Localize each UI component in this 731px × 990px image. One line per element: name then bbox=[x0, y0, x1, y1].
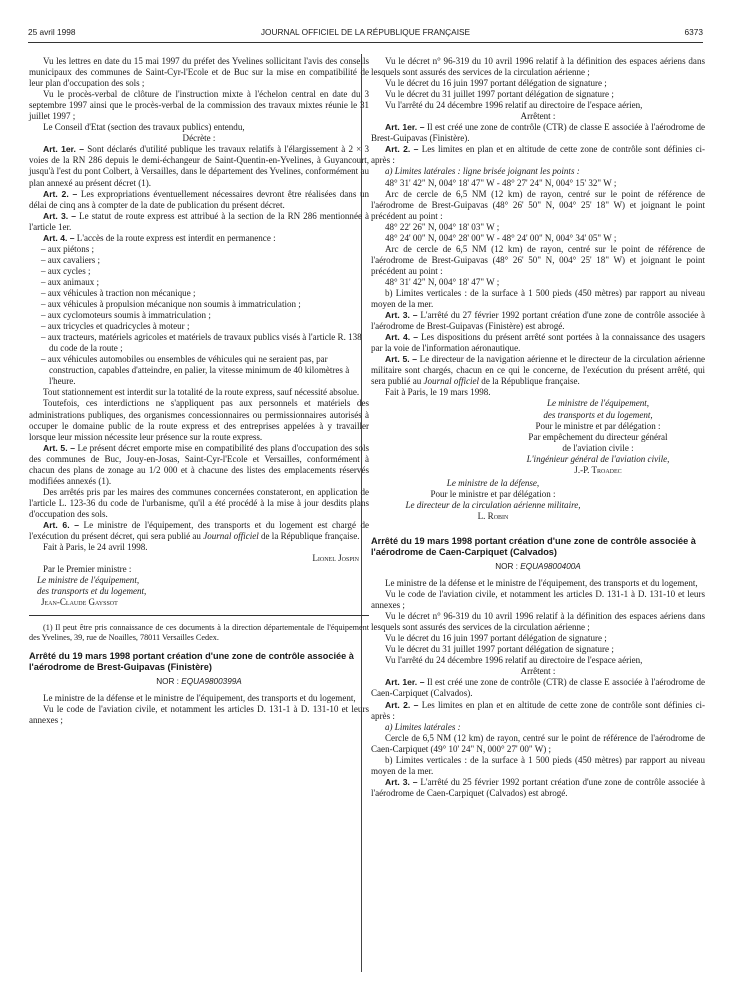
article-text: Il est créé une zone de contrôle (CTR) de classe E associée à l'aérodrome de Brest-Guipavas (Finistère). bbox=[371, 122, 705, 144]
header-date: 25 avril 1998 bbox=[28, 27, 76, 37]
list-item: – aux cavaliers ; bbox=[41, 254, 101, 265]
article-text: L'arrêté du 25 février 1992 portant création d'une zone de contrôle associée à l'aérodrome de Caen-Carpiquet (Calvados) est abrogé. bbox=[371, 776, 705, 798]
article-6 bbox=[29, 520, 369, 542]
par-premier-ministre: Par le Premier ministre : bbox=[43, 564, 132, 575]
signature-line: L'ingénieur général de l'aviation civile, bbox=[526, 453, 670, 464]
caen-visa-juin: Vu le décret du 16 juin 1997 portant délégation de signature ; bbox=[385, 633, 607, 644]
visa-proces-verbal: Vu le procès-verbal de clôture de l'instruction mixte à l'échelon central en date du 3 septembre 1997 ainsi que le procès-verbal de la commission des travaux mixtes réunie le 31 juillet 1997 ; bbox=[29, 89, 369, 122]
article-1 bbox=[371, 677, 705, 699]
article-4 bbox=[371, 332, 705, 354]
visa-decret-96-319: Vu le décret n° 96-319 du 10 avril 1996 relatif à la définition des espaces aériens dans lesquels sont assurés des services de la circulation aérienne ; bbox=[371, 56, 705, 78]
article-1 bbox=[371, 122, 705, 144]
article-label: Art. 1er. – bbox=[43, 144, 85, 155]
caen-visa-code: Vu le code de l'aviation civile, et notamment les articles D. 131-1 à D. 131-10 et leurs annexes ; bbox=[371, 589, 705, 611]
paragraph-stationnement: Tout stationnement est interdit sur la totalité de la route express, sauf nécessité absolue. bbox=[43, 387, 360, 398]
article-text: L'accès de la route express est interdit en permanence : bbox=[76, 232, 276, 243]
nor-label: NOR : bbox=[495, 561, 521, 571]
article-3 bbox=[29, 211, 369, 233]
visa-decret-juillet: Vu le décret du 31 juillet 1997 portant délégation de signature ; bbox=[385, 89, 614, 100]
signature-block-defense bbox=[371, 478, 705, 522]
ministre-line-1: Le ministre de l'équipement, bbox=[37, 575, 140, 586]
list-item: – aux cycles ; bbox=[41, 265, 91, 276]
article-5 bbox=[371, 354, 705, 387]
article-label: Art. 4. – bbox=[43, 232, 75, 243]
signature-gayssot: Jean-Claude Gayssot bbox=[41, 597, 118, 608]
limites-verticales: b) Limites verticales : de la surface à 1 500 pieds (450 mètres) par rapport au niveau moyen de la mer. bbox=[371, 287, 705, 310]
article-1 bbox=[29, 144, 369, 188]
paragraph-arretes: Des arrêtés pris par les maires des communes concernées constateront, en application de l'article L. 123-36 du code de l'urbanisme, qu'il a été procédé à la mise à jour desdits plans d'occupation des sols. bbox=[29, 486, 369, 519]
decrete-heading: Décrète : bbox=[182, 133, 216, 144]
article-label: Art. 6. – bbox=[43, 519, 80, 530]
nor-code: EQUA9800399A bbox=[181, 677, 242, 687]
list-item: – aux véhicules automobiles ou ensembles de véhicules qui ne seraient pas, par construction, capables d'atteindre, en palier, la vitesse minimum de 40 kilomètres à l'heure. bbox=[41, 354, 350, 387]
signature-premier-ministre: Lionel Jospin bbox=[312, 553, 359, 564]
article-text: Les expropriations éventuellement nécessaires devront être réalisées dans un délai de cinq ans à compter de la date de publication du présent décret. bbox=[29, 188, 369, 210]
limites-laterales: a) Limites latérales : ligne brisée joignant les points : bbox=[385, 166, 580, 177]
signature-block-equipement bbox=[371, 398, 705, 475]
arretent-heading: Arrêtent : bbox=[520, 666, 556, 677]
article-text: Les dispositions du présent arrêté sont portées à la connaissance des usagers par la voie de l'information aéronautique. bbox=[371, 332, 706, 354]
signature-line: Pour le ministre et par délégation : bbox=[535, 420, 661, 431]
caen-visa-juillet: Vu le décret du 31 juillet 1997 portant délégation de signature ; bbox=[385, 644, 614, 655]
nor-code: EQUA9800400A bbox=[520, 561, 581, 571]
arrete-title-brest: Arrêté du 19 mars 1998 portant création d'une zone de contrôle associée à l'aérodrome de Brest-Guipavas (Finistère) bbox=[29, 651, 354, 673]
signature-line: de l'aviation civile : bbox=[562, 442, 634, 453]
brest-visa-code: Vu le code de l'aviation civile, et notamment les articles D. 131-1 à D. 131-10 et leurs annexes ; bbox=[29, 704, 369, 726]
footnote: (1) Il peut être pris connaissance de ces documents à la direction départementale de l'équipement des Yvelines, 39, rue de Noailles, 78011 Versailles Cedex. bbox=[29, 623, 369, 643]
visa-lettres: Vu les lettres en date du 15 mai 1997 du préfet des Yvelines sollicitant l'avis des conseils municipaux des communes de Saint-Cyr-l'Ecole et de Buc sur la mise en compatibilité de leur plan d'occupation des sols ; bbox=[29, 56, 369, 89]
visa-conseil-etat: Le Conseil d'Etat (section des travaux publics) entendu, bbox=[43, 122, 245, 133]
list-item: – aux véhicules à traction non mécanique ; bbox=[41, 287, 196, 298]
nor-reference bbox=[371, 561, 705, 572]
visa-decret-juin: Vu le décret du 16 juin 1997 portant délégation de signature ; bbox=[385, 78, 607, 89]
list-item: – aux tricycles et quadricycles à moteur ; bbox=[41, 321, 190, 332]
article-text: Le ministre de l'équipement, des transports et du logement est chargé de l'exécution du présent décret, qui sera publié au bbox=[29, 519, 370, 542]
article-text: de la République française. bbox=[258, 531, 360, 542]
article-4 bbox=[29, 233, 369, 244]
paragraph-toutefois: Toutefois, ces interdictions ne s'appliquent pas aux personnels et matériels des administrations publiques, des organismes concessionnaires ou permissionnaires autorisés à occuper le domaine public de la route express et des entreprises appelées à y travailler lorsque leur mission nécessite leur présence sur la route express. bbox=[29, 398, 369, 442]
fait-a-paris: Fait à Paris, le 19 mars 1998. bbox=[385, 387, 491, 398]
article-text: de la République française. bbox=[479, 376, 580, 387]
list-item: – aux cyclomoteurs soumis à immatriculation ; bbox=[41, 310, 211, 321]
signature-name: L. Robin bbox=[477, 510, 509, 521]
article-label: Art. 1er. – bbox=[385, 677, 425, 688]
signature-line: Le directeur de la circulation aérienne militaire, bbox=[405, 499, 581, 510]
page-header bbox=[28, 27, 703, 43]
right-column bbox=[371, 56, 705, 799]
article-text: L'arrêté du 27 février 1992 portant création d'une zone de contrôle associée à l'aérodrome de Brest-Guipavas (Finistère) est abrogé. bbox=[371, 310, 705, 332]
article-text: Les limites en plan et en altitude de cette zone de contrôle sont définies ci-après : bbox=[371, 144, 705, 166]
coordinate-line: 48° 24' 00" N, 004° 28' 00" W - 48° 24' 00" N, 004° 34' 05" W ; bbox=[385, 232, 617, 243]
arc-description: Arc de cercle de 6,5 NM (12 km) de rayon, centré sur le point de référence de l'aérodrome de Brest-Guipavas (48° 26' 50" N, 004° 25' 18" W) et joignant le point précédent au point : bbox=[371, 243, 705, 276]
article-label: Art. 2. – bbox=[385, 699, 419, 710]
signature-line: Par empêchement du directeur général bbox=[528, 431, 668, 442]
cercle-description: Cercle de 6,5 NM (12 km) de rayon, centré sur le point de référence de l'aérodrome de Caen-Carpiquet (49° 10' 24" N, 000° 27' 00" W) ; bbox=[371, 732, 705, 754]
article-label: Art. 1er. – bbox=[385, 122, 425, 133]
article-3 bbox=[371, 310, 705, 332]
article-label: Art. 5. – bbox=[385, 354, 418, 365]
article-2 bbox=[371, 700, 705, 722]
header-page-number: 6373 bbox=[684, 27, 703, 37]
signature-line: Le ministre de la défense, bbox=[446, 477, 540, 488]
arc-description: Arc de cercle de 6,5 NM (12 km) de rayon, centré sur le point de référence de l'aérodrome de Brest-Guipavas (48° 26' 50" N, 004° 25' 18" W) et joignant le point précédent au point : bbox=[371, 188, 705, 221]
coordinate-line: 48° 22' 26" N, 004° 18' 03" W ; bbox=[385, 221, 500, 232]
signature-name: J.-P. Troadec bbox=[574, 464, 622, 475]
article-text: Le directeur de la navigation aérienne et le directeur de la circulation aérienne militaire sont chargés, chacun en ce qui le concerne, de l'exécution du présent arrêté, qui sera publié au bbox=[371, 354, 705, 387]
article-text: Les limites en plan et en altitude de cette zone de contrôle sont définies ci-après : bbox=[371, 699, 705, 721]
caen-visa-arrete: Vu l'arrêté du 24 décembre 1996 relatif au directoire de l'espace aérien, bbox=[385, 655, 643, 666]
limites-verticales: b) Limites verticales : de la surface à 1 500 pieds (450 mètres) par rapport au niveau moyen de la mer. bbox=[371, 754, 705, 776]
list-item: – aux piétons ; bbox=[41, 243, 95, 254]
article-label: Art. 3. – bbox=[385, 776, 418, 787]
article-text: Il est créé une zone de contrôle (CTR) de classe E associée à l'aérodrome de Caen-Carpiquet (Calvados). bbox=[371, 677, 705, 699]
coordinate-line: 48° 31' 42" N, 004° 18' 47" W ; bbox=[385, 276, 500, 287]
journal-officiel-ref: Journal officiel bbox=[423, 376, 480, 387]
footnote-rule bbox=[29, 615, 369, 616]
caen-ministres: Le ministre de la défense et le ministre de l'équipement, des transports et du logement, bbox=[385, 578, 698, 589]
signature-line: des transports et du logement, bbox=[543, 409, 653, 420]
arrete-title-caen: Arrêté du 19 mars 1998 portant création d'une zone de contrôle associée à l'aérodrome de Caen-Carpiquet (Calvados) bbox=[371, 535, 696, 557]
nor-reference bbox=[29, 676, 369, 687]
signature-line: Le ministre de l'équipement, bbox=[546, 398, 650, 409]
article-3 bbox=[371, 777, 705, 799]
brest-ministres: Le ministre de la défense et le ministre de l'équipement, des transports et du logement, bbox=[43, 693, 356, 704]
article-text: Le statut de route express est attribué à la section de la RN 286 mentionnée à l'article 1er. bbox=[29, 210, 370, 232]
arretent-heading: Arrêtent : bbox=[520, 111, 556, 122]
ministre-line-2: des transports et du logement, bbox=[37, 586, 147, 597]
fait-a-paris: Fait à Paris, le 24 avril 1998. bbox=[43, 542, 148, 553]
article-label: Art. 2. – bbox=[43, 188, 78, 199]
article-text: Le présent décret emporte mise en compatibilité des plans d'occupation des sols des communes de Buc, Jouy-en-Josas, Saint-Cyr-l'Ecole et Versailles, conformément à chacun des plans de zonage au 1/2 000 et à chacune des listes des emplacements réservés modifiées annexés (1). bbox=[29, 442, 370, 486]
article-label: Art. 3. – bbox=[43, 210, 77, 221]
article-5 bbox=[29, 443, 369, 487]
journal-officiel-ref: Journal officiel bbox=[203, 531, 259, 542]
article-2 bbox=[371, 144, 705, 166]
article-label: Art. 3. – bbox=[385, 310, 418, 321]
nor-label: NOR : bbox=[156, 677, 182, 687]
article-text: Sont déclarés d'utilité publique les travaux relatifs à l'élargissement à 2 × 3 voies de la RN 286 depuis le demi-échangeur de Saint-Quentin-en-Yvelines, à Guyancourt, jusqu'à l'est du pont Colbert, à Versailles, dans le département des Yvelines, conformément au plan annexé au présent décret (1). bbox=[29, 144, 370, 188]
limites-laterales: a) Limites latérales : bbox=[385, 721, 461, 732]
list-item: – aux tracteurs, matériels agricoles et matériels de travaux publics visés à l'article R. 138 du code de la route ; bbox=[41, 332, 362, 354]
signature-line: Pour le ministre et par délégation : bbox=[430, 488, 556, 499]
coordinate-line: 48° 31' 42" N, 004° 18' 47" W - 48° 27' 24" N, 004° 15' 32" W ; bbox=[385, 177, 617, 188]
article-label: Art. 4. – bbox=[385, 332, 419, 343]
visa-arrete-directoire: Vu l'arrêté du 24 décembre 1996 relatif au directoire de l'espace aérien, bbox=[385, 100, 643, 111]
article-2 bbox=[29, 189, 369, 211]
left-column bbox=[29, 56, 369, 727]
article-label: Art. 2. – bbox=[385, 144, 419, 155]
caen-visa-decret: Vu le décret n° 96-319 du 10 avril 1996 relatif à la définition des espaces aériens dans lesquels sont assurés des services de la circulation aérienne ; bbox=[371, 611, 705, 633]
list-item: – aux véhicules à propulsion mécanique non soumis à immatriculation ; bbox=[41, 299, 301, 310]
article-label: Art. 5. – bbox=[43, 442, 76, 453]
header-title: JOURNAL OFFICIEL DE LA RÉPUBLIQUE FRANÇAISE bbox=[260, 27, 471, 37]
list-item: – aux animaux ; bbox=[41, 276, 100, 287]
